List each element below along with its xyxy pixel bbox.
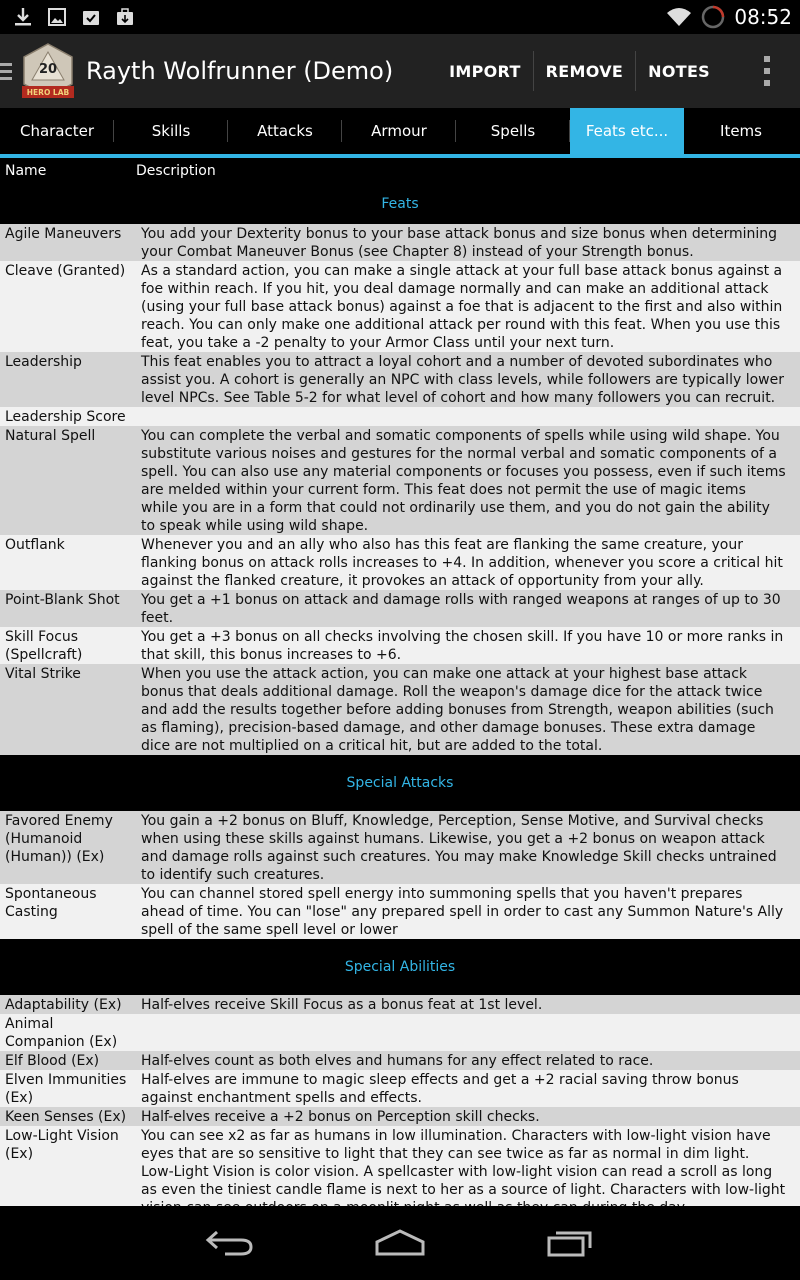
table-row[interactable] — [0, 1107, 800, 1126]
wifi-icon — [666, 6, 692, 28]
row-name: Animal Companion (Ex) — [5, 1016, 118, 1050]
import-button[interactable]: IMPORT — [449, 61, 521, 81]
row-description: You get a +3 bonus on all checks involving the chosen skill. If you have 10 or more ranks in that skill, this bonus increases to +6. — [141, 629, 784, 663]
table-row[interactable] — [0, 995, 800, 1014]
row-description: You add your Dexterity bonus to your base attack bonus and size bonus when determining your Combat Maneuver Bonus (see Chapter 8) instead of your Strength bonus. — [141, 226, 778, 260]
sections-container — [0, 184, 800, 1217]
row-description: You gain a +2 bonus on Bluff, Knowledge, Perception, Sense Motive, and Survival checks when using these skills against humans. Likewise, you get a +2 bonus on weapon attack and damage rolls against such creatures. You may make Knowledge Skill checks untrained to identify such creatures. — [141, 813, 777, 883]
row-description: You get a +1 bonus on attack and damage rolls with ranged weapons at ranges of up to 30 feet. — [141, 592, 781, 626]
row-description: When you use the attack action, you can make one attack at your highest base attack bonus that deals additional damage. Roll the weapon's damage dice for the attack twice and add the results together before adding bonuses from Strength, weapon abilities (such as flaming), precision-based damage, and other damage bonuses. These extra damage dice are not multiplied on a critical hit, but are added to the total. — [141, 666, 774, 754]
tab-spells[interactable]: Spells — [456, 108, 570, 154]
table-row[interactable] — [0, 1051, 800, 1070]
section-title: Feats — [381, 196, 419, 212]
row-name: Outflank — [5, 537, 65, 553]
download-icon — [12, 6, 34, 28]
name-column-header: Name — [5, 163, 47, 179]
navigation-bar — [0, 1206, 800, 1280]
row-description: You can complete the verbal and somatic components of spells while using wild shape. You substitute various noises and gestures for the normal verbal and somatic components of a spell. You can also use any material components or focuses you possess, even if such items are melded within your current form. This feat does not permit the use of magic items while you are in a form that could not ordinarily use them, and you do not gain the ability to speak while using wild shape. — [141, 428, 786, 534]
action-bar — [0, 34, 800, 108]
table-row[interactable] — [0, 1014, 800, 1051]
description-column-header: Description — [136, 163, 216, 179]
recent-apps-icon — [546, 1228, 594, 1258]
back-icon — [205, 1228, 255, 1258]
row-name: Leadership Score — [5, 409, 126, 425]
row-name: Agile Maneuvers — [5, 226, 122, 242]
section-gap — [0, 803, 800, 811]
row-name: Adaptability (Ex) — [5, 997, 122, 1013]
section-gap — [0, 987, 800, 995]
section-title: Special Abilities — [344, 959, 456, 975]
row-name: Leadership — [5, 354, 82, 370]
table-row[interactable] — [0, 811, 800, 884]
row-name: Low-Light Vision (Ex) — [5, 1128, 119, 1162]
row-name: Elven Immunities (Ex) — [5, 1072, 127, 1106]
row-name: Keen Senses (Ex) — [5, 1109, 127, 1125]
row-description: As a standard action, you can make a single attack at your full base attack bonus against a foe within reach. If you hit, you deal damage normally and can make an additional attack (using your full base attack bonus) against a foe that is adjacent to the first and also within reach. You can only make one additional attack per round with this feat. When you use this feat, you take a -2 penalty to your Armor Class until your next turn. — [141, 263, 783, 351]
table-row[interactable] — [0, 1126, 800, 1217]
clock: 08:52 — [734, 5, 792, 29]
row-name: Cleave (Granted) — [5, 263, 126, 279]
row-name: Point-Blank Shot — [5, 592, 120, 608]
row-description: You can channel stored spell energy into summoning spells that you haven't prepares ahead of time. You can "lose" any prepared spell in order to cast any Summon Nature's Ally spell of the same spell level or lower — [141, 886, 784, 938]
table-row[interactable] — [0, 426, 800, 535]
section-gap — [0, 939, 800, 947]
row-description: Half-elves receive a +2 bonus on Perception skill checks. — [141, 1109, 540, 1125]
home-button[interactable] — [360, 1218, 440, 1268]
status-bar — [0, 0, 800, 34]
app-title: Rayth Wolfrunner (Demo) — [86, 57, 394, 85]
menu-icon[interactable] — [0, 63, 14, 80]
tab-items[interactable]: Items — [720, 122, 762, 140]
image-icon — [46, 6, 68, 28]
row-description: Half-elves are immune to magic sleep effects and get a +2 racial saving throw bonus against enchantment spells and effects. — [141, 1072, 739, 1106]
hero-lab-logo[interactable] — [20, 42, 76, 100]
notes-button[interactable]: NOTES — [648, 61, 710, 81]
row-description: You can see x2 as far as humans in low illumination. Characters with low-light vision have eyes that are so sensitive to light that they can see twice as far as normal in dim light. Low-Light Vision is color vision. A spellcaster with low-light vision can read a scroll as long as even the tiniest candle flame is next to her as a source of light. Characters with low-light — [141, 1128, 786, 1198]
row-description: This feat enables you to attract a loyal cohort and a number of devoted subordinates who assist you. A cohort is generally an NPC with class levels, while followers are typically lower level NPCs. See Table 5-2 for what level of cohort and how many followers you can recruit. — [141, 354, 784, 406]
tab-attacks[interactable]: Attacks — [228, 108, 342, 154]
table-row[interactable] — [0, 884, 800, 939]
table-row[interactable] — [0, 1070, 800, 1107]
svg-text:HERO LAB: HERO LAB — [26, 88, 70, 97]
table-row[interactable] — [0, 664, 800, 755]
briefcase-icon — [114, 6, 136, 28]
remove-button[interactable]: REMOVE — [545, 61, 624, 81]
recent-apps-button[interactable] — [530, 1218, 610, 1268]
row-description: Whenever you and an ally who also has this feat are flanking the same creature, your flanking bonus on attack rolls increases to +4. In addition, whenever you score a critical hit against the flanked creature, it provokes an attack of opportunity from your ally. — [141, 537, 783, 589]
table-row[interactable] — [0, 590, 800, 627]
overflow-menu-icon[interactable] — [742, 34, 792, 108]
row-name: Natural Spell — [5, 428, 96, 444]
tab-bar — [0, 108, 800, 156]
table-row[interactable] — [0, 627, 800, 664]
table-header — [0, 158, 800, 184]
row-name: Favored Enemy (Humanoid (Human)) (Ex) — [5, 813, 113, 865]
table-row[interactable] — [0, 407, 800, 426]
section-gap — [0, 755, 800, 763]
row-name: Vital Strike — [5, 666, 81, 682]
row-name: Elf Blood (Ex) — [5, 1053, 100, 1069]
tab-skills[interactable]: Skills — [114, 108, 228, 154]
tab-feats[interactable]: Feats etc... — [570, 108, 684, 154]
d20-icon — [20, 42, 76, 100]
home-icon — [374, 1228, 426, 1258]
section-title: Special Attacks — [346, 775, 454, 791]
sync-circle-icon — [700, 4, 726, 30]
back-button[interactable] — [190, 1218, 270, 1268]
row-description: Half-elves receive Skill Focus as a bonus feat at 1st level. — [141, 997, 543, 1013]
tab-character[interactable]: Character — [0, 108, 114, 154]
table-row[interactable] — [0, 352, 800, 407]
check-clipboard-icon — [80, 6, 102, 28]
row-description — [136, 407, 800, 426]
row-name: Skill Focus (Spellcraft) — [5, 629, 83, 663]
table-row[interactable] — [0, 224, 800, 261]
row-name: Spontaneous Casting — [5, 886, 97, 920]
row-description: Half-elves count as both elves and humans for any effect related to race. — [141, 1053, 654, 1069]
row-description — [136, 1014, 800, 1051]
table-row[interactable] — [0, 261, 800, 352]
svg-text:20: 20 — [38, 62, 58, 77]
table-row[interactable] — [0, 535, 800, 590]
feats-list[interactable] — [0, 158, 800, 1206]
tab-armour[interactable]: Armour — [342, 108, 456, 154]
